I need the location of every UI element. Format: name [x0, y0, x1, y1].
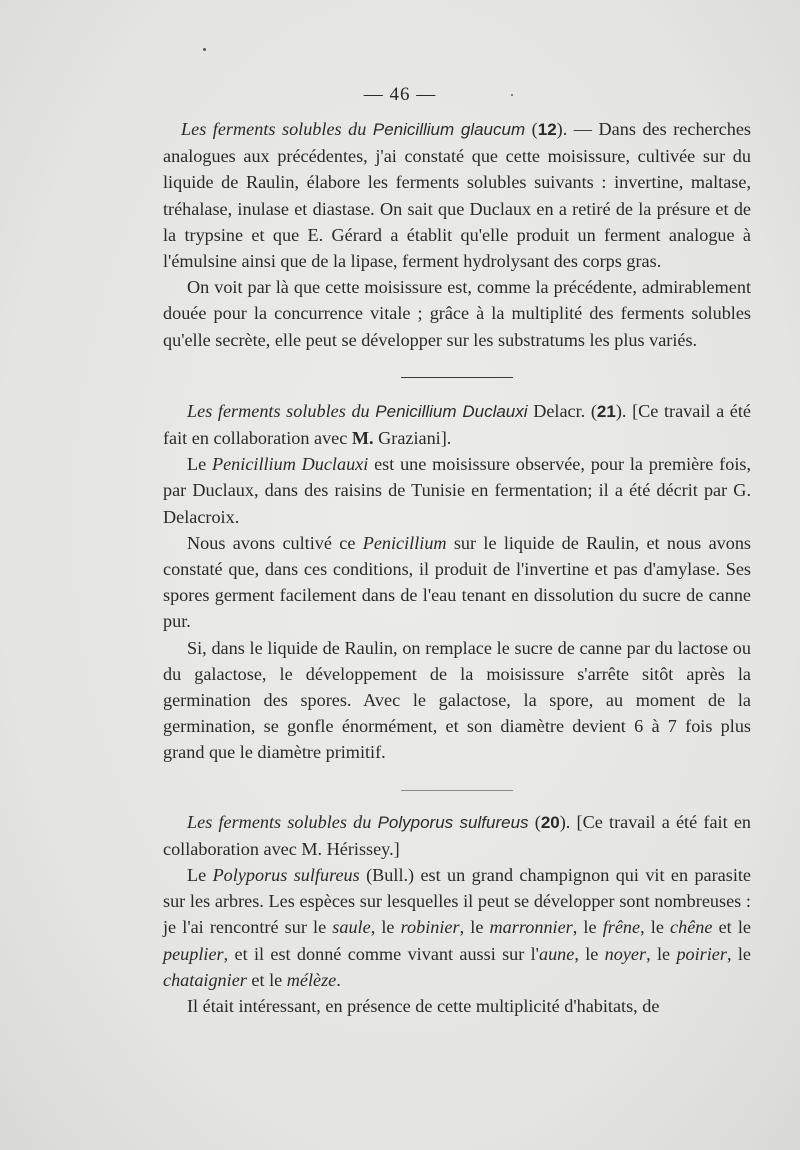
paragraph-text: Le [187, 865, 213, 886]
paragraph-text: . [336, 969, 341, 990]
paragraph [163, 451, 751, 530]
paragraph: Si, dans le liquide de Raulin, on remplace le sucre de canne par du lactose ou du galactose, le développement de la moisissure s'arrête sitôt après la germination des spores. Avec le galactose, la spore, au moment de la germination, se gonfle énormément, et son diamètre devient 6 à 7 fois plus grand que le diamètre primitif. [163, 637, 751, 763]
paragraph-text: , le [574, 943, 605, 964]
heading-italic-text: Les ferments solubles du [181, 119, 367, 139]
reference-paren: ). [556, 119, 568, 139]
collaborator-initial: M. [351, 428, 374, 449]
section-heading-polyporus-sulfureus [163, 809, 751, 862]
paragraph-text: Nous avons cultivé ce [187, 532, 363, 553]
reference-paren: ( [531, 119, 538, 139]
paper-speck [203, 48, 206, 51]
species-name: Penicillium Duclauxi [375, 401, 528, 421]
paragraph: Il était intéressant, en présence de cette multiplicité d'habitats, de [187, 996, 660, 1017]
reference-number: 12 [537, 120, 557, 139]
species-name: Penicillium [362, 532, 447, 553]
reference-paren: ). [615, 400, 627, 421]
tree-name: frêne [602, 917, 641, 938]
paragraph-text: et le [246, 969, 287, 990]
paragraph-text: , le [370, 917, 401, 938]
collaboration-note: [Ce travail a été fait en collaboration avec M. Hérissey.] [163, 811, 751, 859]
tree-name: poirier [676, 943, 727, 964]
tree-name: peuplier [163, 943, 224, 964]
tree-name: chêne [670, 917, 713, 938]
paragraph-text: — Dans des recherches analogues aux précédentes, j'ai constaté que cette moisissure, cultivée sur du liquide de Raulin, élabore les ferments solubles suivants : invertine, maltase, tréhalase, inulase et diastase. On sait que Duclaux en a retiré de la présure et de la trypsine et que E. Gérard a établit qu'elle produit un ferment analogue à l'émulsine ainsi que de la lipase, ferment hydrolysant des corps gras. [163, 119, 751, 272]
tree-name: chataignier [163, 969, 247, 990]
reference-paren: ). [559, 811, 571, 832]
reference-paren: ( [590, 400, 597, 421]
tree-name: saule [332, 917, 371, 938]
page-body [163, 116, 751, 1019]
heading-italic-text: Les ferments solubles du [187, 400, 370, 421]
tree-name: noyer [604, 943, 647, 964]
paragraph [163, 530, 751, 635]
paragraph-text: et le [712, 917, 751, 938]
tree-name: aune [538, 943, 575, 964]
species-name: Penicillium glaucum [372, 120, 526, 139]
tree-name: mélèze [286, 969, 337, 990]
paragraph-text: , le [572, 917, 603, 938]
species-name: Penicillium Duclauxi [211, 454, 369, 475]
page-number: — 46 — [363, 84, 437, 105]
section-heading-penicillium-glaucum [163, 116, 751, 274]
species-name: Polyporus sulfureus [212, 865, 360, 886]
reference-number: 21 [596, 401, 616, 421]
paragraph-text: (Bull.) est un grand champignon qui vit en parasite sur les arbres. Les espèces sur lesquelles il peut se développer sont nombreuses : je l'ai rencontré sur le [163, 865, 751, 938]
heading-italic-text: Les ferments solubles du [187, 811, 372, 832]
section-heading-penicillium-duclauxi [163, 398, 751, 451]
paragraph-text: , le [646, 943, 677, 964]
collaboration-note: [Ce travail a été fait en collaboration avec [163, 400, 751, 449]
paragraph-text: , le [726, 943, 751, 964]
paragraph-text: est une moisissure observée, pour la première fois, par Duclaux, dans des raisins de Tunisie en fermentation; il a été décrit par G. Delacroix. [163, 454, 751, 527]
species-name: Polyporus sulfureus [377, 812, 529, 832]
reference-number: 20 [540, 812, 560, 832]
paragraph: On voit par là que cette moisissure est, comme la précédente, admirablement douée pour la concurrence vitale ; grâce à la multiplité des ferments solubles qu'elle secrète, elle peut se développer sur les substratums les plus variés. [163, 277, 751, 350]
tree-name: robinier [400, 917, 460, 938]
paragraph-text: Le [187, 454, 212, 475]
paragraph-text: , le [459, 917, 490, 938]
reference-paren: ( [528, 811, 541, 832]
paragraph-text: , le [640, 917, 671, 938]
collaboration-note: Graziani]. [373, 428, 452, 449]
paragraph [163, 862, 751, 993]
tree-name: marronnier [489, 917, 573, 938]
author-abbrev: Delacr. [527, 400, 591, 421]
paragraph-text: sur le liquide de Raulin, et nous avons constaté que, dans ces conditions, il produit de l'invertine et pas d'amylase. Ses spores germent facilement dans de l'eau tenant en dissolution du sucre de canne pur. [163, 532, 751, 632]
paragraph-text: , et il est donné comme vivant aussi sur l' [223, 943, 539, 964]
